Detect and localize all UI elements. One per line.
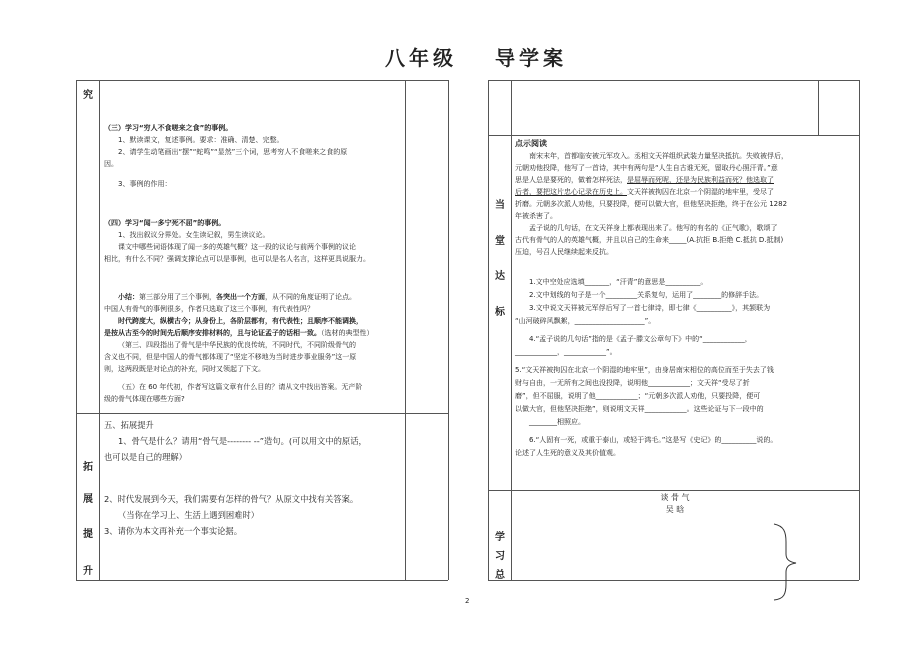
side-label-jiu: 究 <box>83 90 93 101</box>
reading-p3-underlined: 是屈辱而死呢，还是为民族利益而死？他选取了 <box>627 176 774 184</box>
reading-p3a: 思是人总是要死的，做着怎样死法， <box>515 176 627 184</box>
section-4-item-3: 相比，有什么不同？强调支撑论点可以是事例，也可以是名人名言，这样更具说服力。 <box>104 255 370 263</box>
left-table-edge2 <box>448 80 449 580</box>
summary-line-4 <box>104 327 404 339</box>
summary-text-1: 第三部分用了三个事例， <box>139 293 216 301</box>
question-5: 5.“文天祥被拘囚在北京一个阴湿的地牢里”，由身居南宋相位的高位而至于失去了钱 <box>515 366 774 374</box>
summary-line-6: 含义也不同，但是中国人的骨气都体现了“坚定不移地为当时进步事业服务”这一原 <box>104 353 357 361</box>
side-label-xue: 学 <box>495 532 505 543</box>
question-3: 3.文中说文天祥被元军俘后写了一首七律诗，即七律《__________》，其颔联为 <box>529 304 771 312</box>
essay-title: 谈 骨 气 <box>660 493 690 502</box>
section-4-item-1: 1、找出叙议分界处。女生读记叙，男生读议论。 <box>118 231 270 239</box>
reading-p9: 压迫，号召人民继续起来反抗。 <box>515 248 613 256</box>
summary-lead: 小结： <box>118 293 139 301</box>
question-1: 1.文中空处应选填_______，“汗青”的意思是__________。 <box>529 278 708 286</box>
side-label-zhan: 展 <box>83 494 93 505</box>
question-6: 6.“人固有一死，或重于泰山，或轻于鸿毛。”这是写《史记》的__________说的。 <box>529 436 778 444</box>
section-4-item-2: 课文中哪些词语体现了闻一多的英雄气概？这一段的议论与前两个事例的议论 <box>118 243 356 251</box>
right-table-divider2 <box>818 80 819 135</box>
left-table-top <box>76 80 448 81</box>
left-table-edge <box>76 80 77 580</box>
right-table-edge <box>488 80 489 580</box>
summary-emphasis: 各突出一个方面 <box>216 293 265 301</box>
expand-q3: 3、请你为本文再补充一个事实论据。 <box>104 526 243 536</box>
reading-p8: 古代有骨气的人的英雄气概，并且以自己的生命来_____(A.抗拒 B.拒绝 C.抵抗 D.抵制) <box>515 236 784 244</box>
reading-p4b: 文天祥被拘囚在北京一个阴湿的地牢里，受尽了 <box>627 188 774 196</box>
expand-title: 五、拓展提升 <box>104 420 154 430</box>
reading-p4 <box>515 186 815 198</box>
page-header <box>385 42 567 71</box>
section-3-item-3: 3、事例的作用： <box>118 180 172 188</box>
question-5-line-3: 磨”，但不屈服，说明了他____________；“元朝多次派人劝他，只要投降，便可 <box>515 392 761 400</box>
right-brace-icon <box>770 522 800 602</box>
right-row-divider-1 <box>488 135 859 136</box>
expand-q1: 1、骨气是什么？请用“骨气是-------- --”造句。(可以用文中的原话， <box>118 436 367 446</box>
side-label-zong: 总 <box>495 570 505 581</box>
expand-section <box>104 417 404 539</box>
exercise-questions <box>515 276 815 460</box>
question-5-line-4: 以做大官，但他坚决拒绝”，则说明文天祥____________。这些论证与下一段中的 <box>515 405 764 413</box>
reading-p7: 孟子说的几句话，在文天祥身上都表现出来了。他写的有名的《正气歌》，歌颂了 <box>529 224 778 232</box>
side-label-sheng: 升 <box>83 566 93 577</box>
reading-p5: 折磨。元朝多次派人劝他，只要投降，便可以做大官，但他坚决拒绝，终于在公元 1282 <box>515 200 788 208</box>
expand-q1-cont: 也可以是自己的理解） <box>104 452 187 462</box>
reading-p3 <box>515 174 815 186</box>
summary-line-4-note: （选材的典型性） <box>321 329 374 337</box>
reading-p6: 年被杀害了。 <box>515 212 557 220</box>
side-label-xi: 习 <box>495 551 505 562</box>
study-section-3 <box>104 122 404 190</box>
reading-title: 点示阅读 <box>515 139 547 148</box>
right-table-bottom <box>488 580 859 581</box>
section-3-title: （三）学习“穷人不食嗟来之食”的事例。 <box>104 124 233 132</box>
question-4-cont: ____________，____________”。 <box>515 348 617 356</box>
question-5-line-5: ________相照应。 <box>529 418 585 426</box>
summary-line-8: （五）在 60 年代初，作者写这篇文章有什么目的？请从文中找出答案。无产阶 <box>118 383 363 391</box>
right-table-divider <box>511 80 512 580</box>
summary-line-7: 则，这两段既是对论点的补充，同时又领起了下文。 <box>104 365 265 373</box>
summary-line-3: 时代跨度大，纵横古今；从身份上，各阶层都有，有代表性；且顺序不能调换， <box>118 317 363 325</box>
summary-line-2: 中国人有骨气的事例很多，作者只选取了这三个事例，有代表性吗？ <box>104 305 314 313</box>
reading-p1: 南宋末年，首都临安被元军攻入。丞相文天祥组织武装力量坚决抵抗。失败被俘后， <box>529 152 788 160</box>
left-row-divider <box>76 413 448 414</box>
section-3-item-2: 2、请学生动笔画出“摆”“蛇鸣”“显然”三个词，思考穷人不食嗟来之食的原 <box>118 148 348 156</box>
left-table-divider <box>99 80 100 580</box>
question-6-cont: 论述了人生死的意义及其价值观。 <box>515 449 620 457</box>
question-2: 2.文中划线的句子是一个_________关系复句，运用了________的修辞手法。 <box>529 291 764 299</box>
study-section-4 <box>104 217 404 265</box>
summary-block <box>104 291 404 405</box>
header-title: 导学案 <box>495 46 567 70</box>
reading-p4-underlined: 后者，要把这片忠心记录在历史上。 <box>515 188 627 196</box>
side-label-tuo: 拓 <box>83 462 93 473</box>
section-3-item-1: 1、默读课文，复述事例。要求：准确、清楚、完整。 <box>118 136 284 144</box>
summary-text-2: ，从不同的角度证明了论点。 <box>265 293 356 301</box>
side-label-da: 达 <box>495 271 505 282</box>
summary-line-4-main: 是按从古至今的时间先后顺序安排材料的，且与论证孟子的话相一致。 <box>104 329 321 337</box>
side-label-tang: 堂 <box>495 236 505 247</box>
grade-label: 八年级 <box>385 46 457 70</box>
question-3-cont: “山河破碎风飘絮，____________________”。 <box>515 317 656 325</box>
reading-passage <box>515 138 815 258</box>
essay-author: 吴 晗 <box>665 505 685 514</box>
expand-q2: 2、时代发展到今天，我们需要有怎样的骨气？从原文中找有关答案。 <box>104 494 359 504</box>
section-4-title: （四）学习“闻一多宁死不屈”的事例。 <box>104 219 226 227</box>
expand-q2-hint: （当你在学习上、生活上遇到困难时） <box>118 510 260 520</box>
side-label-ti: 提 <box>83 529 93 540</box>
summary-line-1 <box>104 291 404 303</box>
right-row-divider-2 <box>488 490 859 491</box>
right-table-top <box>488 80 859 81</box>
reading-p2: 元朝劝他投降，他写了一首诗，其中有两句是“人生自古谁无死，留取丹心照汗青。”意 <box>515 164 778 172</box>
summary-line-5: （第三、四段指出了骨气是中华民族的优良传统，不同时代，不同阶级骨气的 <box>118 341 356 349</box>
side-label-biao: 标 <box>495 307 505 318</box>
side-label-dang: 当 <box>495 200 505 211</box>
left-table-divider2 <box>405 80 406 580</box>
right-table-edge2 <box>859 80 860 580</box>
question-5-line-2: 财与自由，一无所有之间也没投降，说明他____________；文天祥“受尽了折 <box>515 379 750 387</box>
question-4: 4.“孟子说的几句话”指的是《孟子·滕文公章句下》中的“____________， <box>529 335 752 343</box>
section-3-item-2-cont: 因。 <box>104 160 118 168</box>
page-number: 2 <box>465 597 470 605</box>
left-table-bottom <box>76 580 448 581</box>
summary-line-9: 级的骨气体现在哪些方面? <box>104 395 185 403</box>
